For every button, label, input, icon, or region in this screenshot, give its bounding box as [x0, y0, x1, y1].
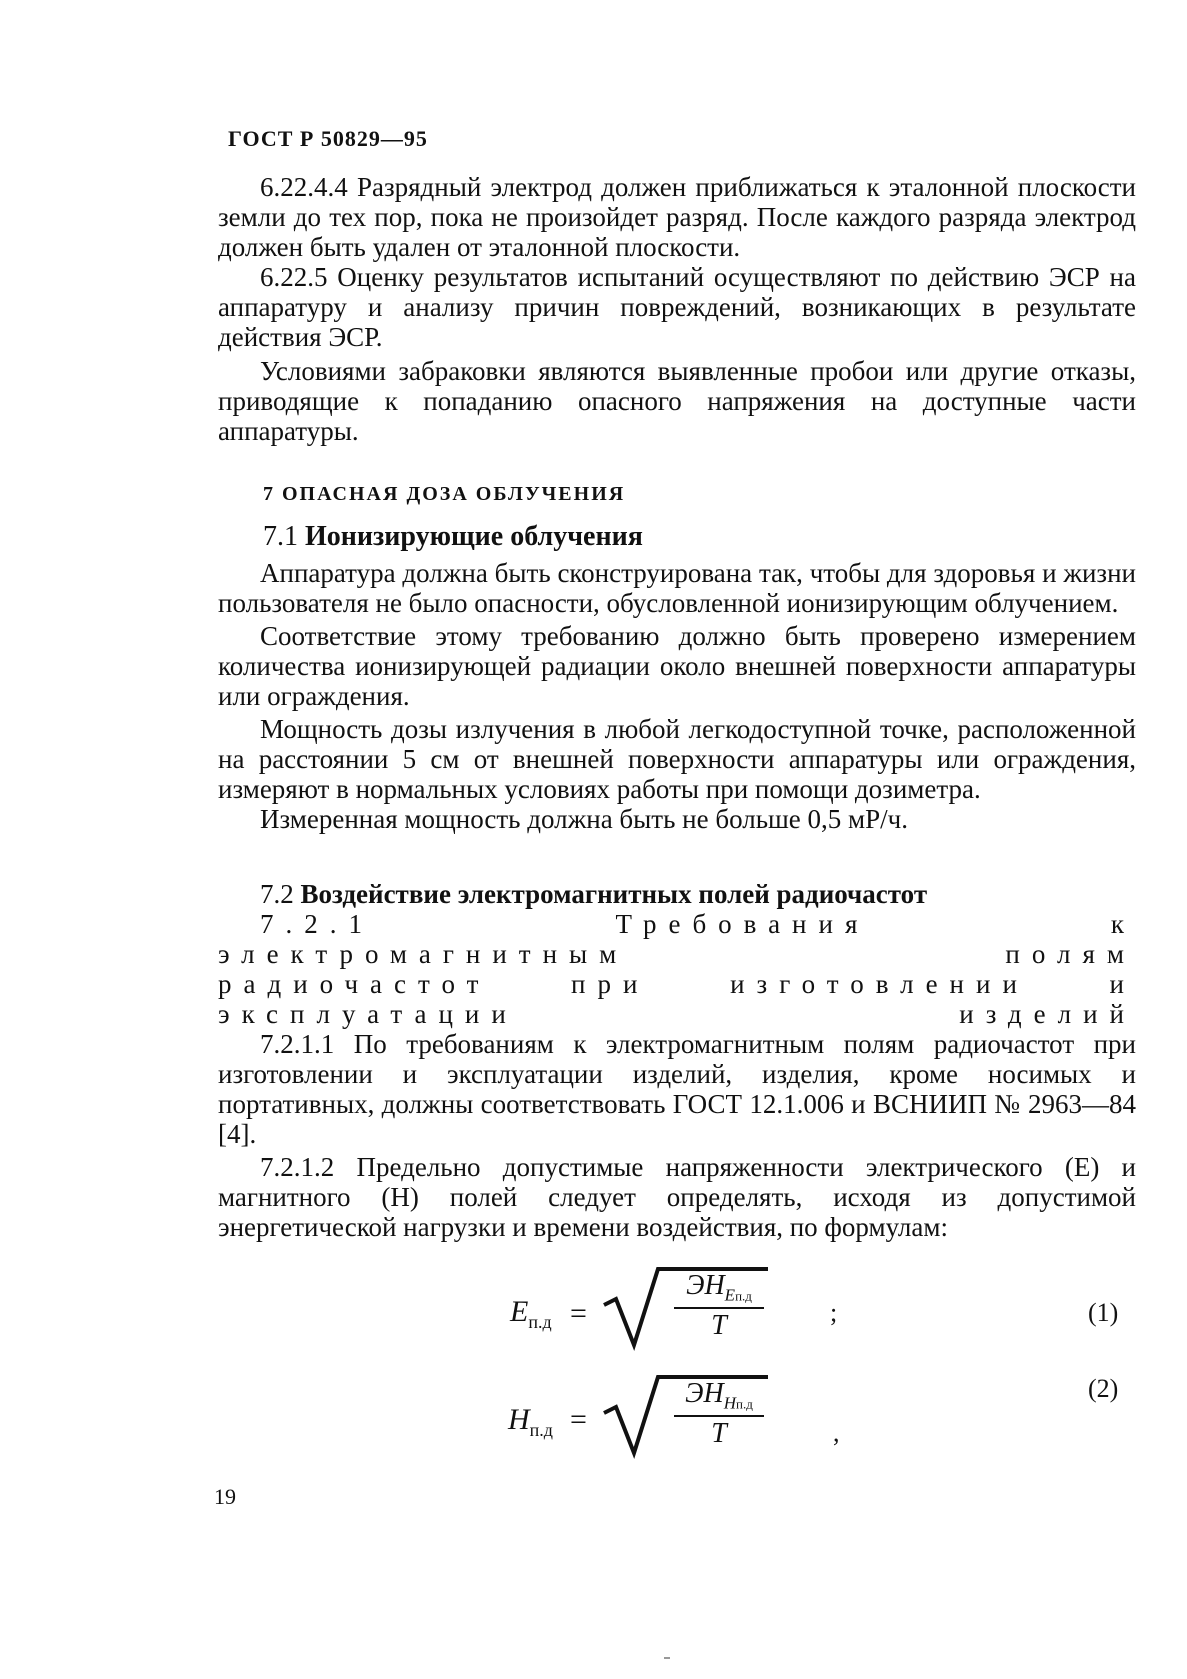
section-7-1-text-block — [218, 558, 1136, 834]
subsection-7-2-1-heading: 7.2.1 Требования к электромагнитным полям радиочастот при изготовлении и эксплуатации изделий — [218, 909, 1136, 1029]
formula-1-fraction — [664, 1270, 774, 1342]
subsection-7-2-number: 7.2 — [260, 879, 294, 909]
paragraph-ionizing-4: Измеренная мощность должна быть не больше 0,5 мР/ч. — [260, 804, 908, 834]
formula-1-punct: ; — [830, 1298, 838, 1327]
subsection-7-2-title: Воздействие электромагнитных полей радиочастот — [300, 879, 928, 909]
subsection-7-1-title: Ионизирующие облучения — [305, 521, 643, 552]
subsection-7-2-heading — [218, 879, 1136, 909]
page-number: 19 — [214, 1484, 236, 1509]
paragraph-ionizing-1: Аппаратура должна быть сконструирована так, чтобы для здоровья и жизни пользователя не было опасности, обусловленной ионизирующим облучением. — [218, 558, 1136, 618]
top-text-block — [218, 172, 1136, 446]
section-7-heading: 7 ОПАСНАЯ ДОЗА ОБЛУЧЕНИЯ — [263, 483, 626, 505]
subsection-7-1-number: 7.1 — [263, 521, 298, 552]
formula-1-number: (1) — [1088, 1298, 1119, 1327]
document-header: ГОСТ Р 50829—95 — [228, 126, 428, 151]
formula-2-fraction — [664, 1378, 774, 1450]
paragraph-6-22-5: 6.22.5 Оценку результатов испытаний осуществляют по действию ЭСР на аппаратуру и анализу причин повреждений, возникающих в результате действия ЭСР. — [218, 262, 1136, 352]
formula-2-denominator: T — [711, 1417, 727, 1449]
formula-1-fraction-bar — [674, 1307, 764, 1309]
formula-2-fraction-bar — [674, 1415, 764, 1417]
formula-2-number: (2) — [1088, 1374, 1119, 1403]
paragraph-ionizing-3: Мощность дозы излучения в любой легкодоступной точке, расположенной на расстоянии 5 см от внешней поверхности аппаратуры или ограждения, измеряют в нормальных условиях работы при помощи дозиметра. — [218, 714, 1136, 804]
paragraph-7-2-1-2: 7.2.1.2 Предельно допустимые напряженности электрического (E) и магнитного (H) полей следует определять, исходя из допустимой энергетической нагрузки и времени воздействия, по формулам: — [218, 1152, 1136, 1242]
formula-1-numerator: $ЭН_{Eп.д}$ — [686, 1270, 752, 1305]
section-7-2-text-block — [218, 879, 1136, 1242]
paragraph-7-2-1-1: 7.2.1.1 По требованиям к электромагнитным полям радиочастот при изготовлении и эксплуатации изделий, изделия, кроме носимых и портативных, должны соответствовать ГОСТ 12.1.006 и ВСНИИП № 2963—84 [4]. — [218, 1029, 1136, 1149]
formula-1-lhs: $E_{п.д}$ — [510, 1295, 552, 1332]
paragraph-ionizing-2: Соответствие этому требованию должно быть проверено измерением количества ионизирующей радиации около внешней поверхности аппаратуры или ограждения. — [218, 621, 1136, 711]
formula-2-numerator: $ЭН_{Hп.д}$ — [685, 1378, 753, 1413]
formula-2-lhs: $H_{п.д}$ — [508, 1403, 553, 1440]
formula-2-equals: = — [570, 1403, 587, 1436]
formula-2-punct: , — [833, 1418, 840, 1447]
formula-1-denominator: T — [711, 1309, 727, 1341]
paragraph-rejection-conditions: Условиями забраковки являются выявленные пробои или другие отказы, приводящие к попаданию опасного напряжения на доступные части аппаратуры. — [218, 356, 1136, 446]
subsection-7-1-heading — [263, 521, 643, 553]
scan-artifact — [664, 1657, 670, 1659]
paragraph-6-22-4-4: 6.22.4.4 Разрядный электрод должен приближаться к эталонной плоскости земли до тех пор, пока не произойдет разряд. После каждого разряда электрод должен быть удален от эталонной плоскости. — [218, 172, 1136, 262]
formula-1-equals: = — [570, 1297, 587, 1330]
